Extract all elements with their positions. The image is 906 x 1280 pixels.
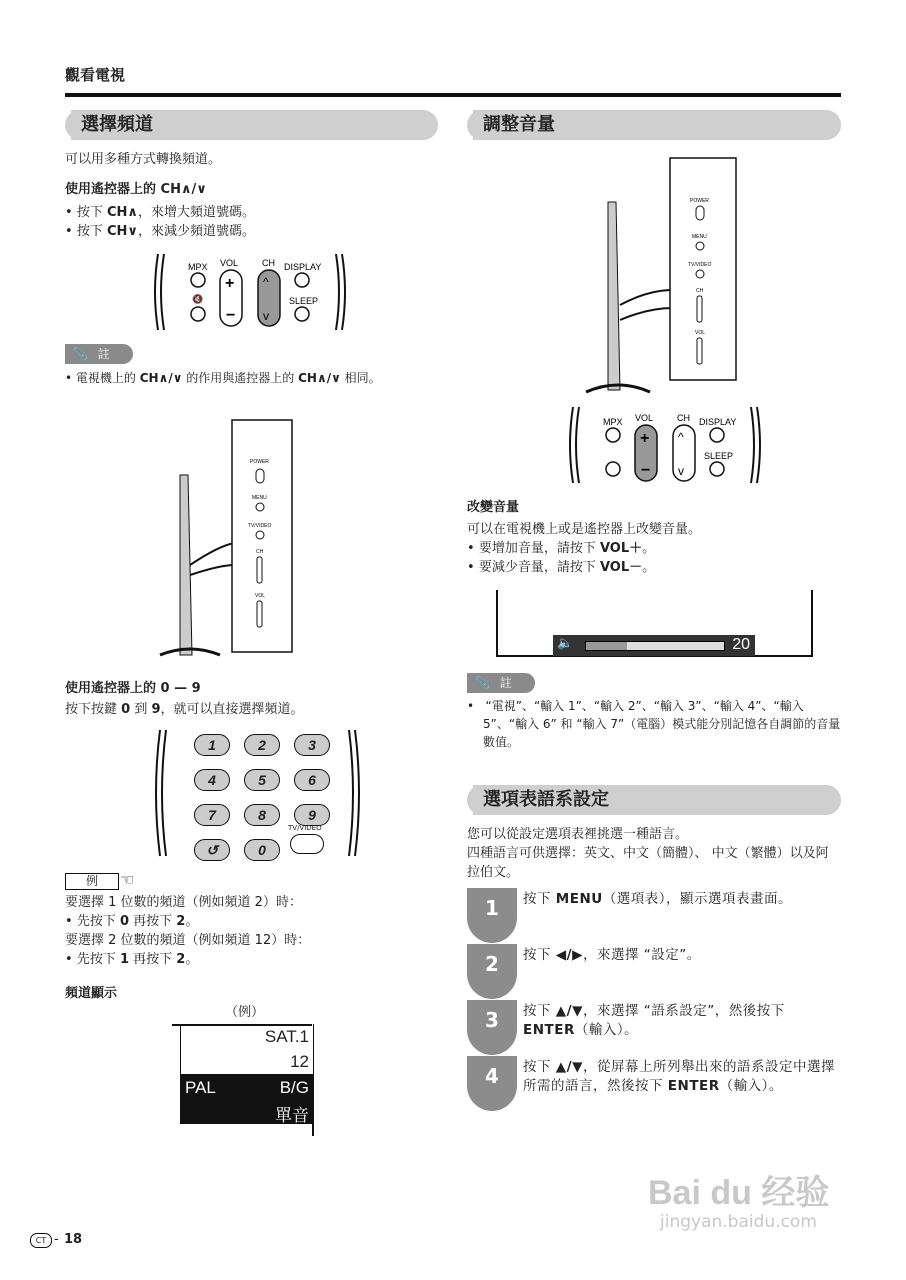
display-audio: 單音 <box>275 1106 309 1125</box>
ch-bullet: • 按下 CH∧，來增大頻道號碼。 <box>65 205 255 220</box>
language-badge: CT <box>30 1233 52 1248</box>
svg-text:VOL: VOL <box>635 413 654 423</box>
remote-vol-illustration <box>565 405 765 485</box>
vol-label: VOL <box>220 258 239 268</box>
keypad-button-9: 9 <box>294 804 330 826</box>
display-example-label: （例） <box>225 1005 265 1020</box>
svg-text:−: − <box>641 462 651 479</box>
volume-bar <box>585 641 725 651</box>
display-channel-number: 12 <box>290 1052 309 1071</box>
paperclip-icon: 📎 <box>73 347 88 361</box>
keypad-button-8: 8 <box>244 804 280 826</box>
example-bullet: • 先按下 0 再按下 2。 <box>65 914 199 929</box>
remote-ch-illustration <box>150 252 350 332</box>
svg-text:+: + <box>225 275 235 292</box>
ch-label: CH <box>262 258 275 268</box>
svg-text:CH: CH <box>256 549 264 555</box>
display-button <box>295 273 309 287</box>
svg-text:CH: CH <box>677 413 690 423</box>
baidu-watermark: Bai du 经验 <box>648 1174 830 1212</box>
step-text-4: 按下 ▲/▼，從屏幕上所列舉出來的語系設定中選擇所需的語言，然後按下 ENTER（輸入）。 <box>523 1059 835 1094</box>
svg-text:TV/VIDEO: TV/VIDEO <box>688 262 712 268</box>
ch-rocker <box>258 270 280 326</box>
keypad-button-0: 0 <box>244 839 280 861</box>
ch-bullet: • 按下 CH∨，來減少頻道號碼。 <box>65 224 255 239</box>
svg-text:+: + <box>640 430 650 447</box>
tv-side-illustration <box>150 415 300 660</box>
vol-subtitle: 改變音量 <box>467 500 520 515</box>
example-line: 要選擇 1 位數的頻道（例如頻道 2）時： <box>65 895 302 910</box>
channel-intro: 可以用多種方式轉換頻道。 <box>65 152 222 167</box>
page-number: 18 <box>64 1232 83 1247</box>
step-text-1: 按下 MENU（選項表），顯示選項表畫面。 <box>523 891 792 907</box>
pointing-hand-icon: ☜ <box>120 870 135 889</box>
svg-text:SLEEP: SLEEP <box>704 451 734 461</box>
volume-bar-fill <box>586 642 627 650</box>
svg-text:MPX: MPX <box>603 417 623 427</box>
svg-text:VOL: VOL <box>255 593 266 599</box>
step-badge-2: 2 <box>467 944 517 999</box>
step-badge-4: 4 <box>467 1056 517 1111</box>
step-badge-1: 1 <box>467 888 517 943</box>
keypad-button-flashback: ↺ <box>194 839 230 861</box>
svg-text:v: v <box>263 309 269 323</box>
keypad-button-7: 7 <box>194 804 230 826</box>
display-subtitle: 頻道顯示 <box>65 986 118 1001</box>
svg-text:^: ^ <box>263 275 269 289</box>
section-title-language: 選項表語系設定 <box>473 785 841 815</box>
note-text-volume: • “電視”、“輸入 1”、“輸入 2”、“輸入 3”、“輸入 4”、“輸入 5”、“輸入 6” 和 “輸入 7”（電腦）模式能分別記憶各自調節的音量數值。 <box>467 699 841 749</box>
svg-text:TV/VIDEO: TV/VIDEO <box>248 523 272 529</box>
keypad-button-1: 1 <box>194 734 230 756</box>
channel-display <box>180 1024 314 1124</box>
keypad-button-4: 4 <box>194 769 230 791</box>
svg-text:DISPLAY: DISPLAY <box>699 417 737 427</box>
tvvideo-button <box>290 834 324 854</box>
volume-osd <box>553 635 755 656</box>
lang-intro <box>467 825 841 882</box>
svg-text:CH: CH <box>696 288 704 294</box>
example-line: 要選擇 2 位數的頻道（例如頻道 12）時： <box>65 933 311 948</box>
svg-text:POWER: POWER <box>690 198 709 204</box>
svg-text:MENU: MENU <box>692 234 707 240</box>
num-subtitle: 使用遙控器上的 0 — 9 <box>65 681 201 696</box>
vol-bullet: • 要減少音量，請按下 VOL－。 <box>467 560 656 575</box>
display-sound-system: B/G <box>279 1078 309 1097</box>
example-lines <box>65 893 310 969</box>
ch-subtitle: 使用遙控器上的 CH∧/∨ <box>65 182 207 197</box>
svg-text:VOL: VOL <box>695 330 706 336</box>
step-text-3: 按下 ▲/▼，來選擇 “語系設定”，然後按下 ENTER（輸入）。 <box>523 1003 785 1038</box>
page-header: 觀看電視 <box>65 66 126 84</box>
svg-text:^: ^ <box>678 430 684 444</box>
sleep-label: SLEEP <box>289 296 319 306</box>
num-text: 按下按鍵 0 到 9，就可以直接選擇頻道。 <box>65 702 304 717</box>
svg-text:🔇: 🔇 <box>192 294 204 304</box>
svg-text:MENU: MENU <box>252 495 267 501</box>
display-tail <box>312 1124 314 1136</box>
svg-text:v: v <box>678 464 684 478</box>
svg-text:POWER: POWER <box>250 459 269 465</box>
svg-text:−: − <box>226 307 236 324</box>
manual-page: 觀看電視 選擇頻道 可以用多種方式轉換頻道。 使用遙控器上的 CH∧/∨ • 按下 CH∧，來增大頻道號碼。 • 按下 CH∨，來減少頻道號碼。 MPX VOL CH DISPLAY SLEEP 🔇 + − ^ v 📎 註 • 電視機上的 CH∧/∨ 的作用與遙控器上的 CH∧/∨ 相同。 POWER MENU TV/VIDEO CH VOL 使用遙控器上的 0 — 9 按下按鍵 0 到 9，就可以直接選擇頻道。 1 2 3 4 5 6 7 8 9 ↺ 0 TV/VIDEO 例 ☜ 要選擇 1 位數的頻道（例如頻道 2）時： • 先按下 0 再按下 2。 要選擇 2 位數的頻道（例如頻道 12）時： • 先按下 1 再按下 2。 頻道顯示 （例） SAT.1 12 PAL B/G 單音 調整音量 POWER MENU TV/VIDEO CH VOL MPX VOL CH DISPLAY SLEEP + − ^ v 改變音量 可以在電視機上或是遙控器上改變音量。 • 要增加音量，請按下 VOL＋。 • 要減少音量，請按下 VOL－。 🔈 20 📎 註 • “電視”、“輸入 1”、“輸入 2”、“輸入 3”、“輸入 4”、“輸入 5”、“輸入 6” 和 “輸入 7”（電腦）模式能分別記憶各自調節的音量數值。 選項表語系設定 您可以從設定選項表裡挑選一種語言。 四種語言可供選擇：英文、中文（簡體）、 中文（繁體）以及阿拉伯文。 1 按下 MENU（選項表），顯示選項表畫面。 2 按下 ◀/▶，來選擇 “設定”。 3 按下 ▲/▼，來選擇 “語系設定”，然後按下 ENTER（輸入）。 4 按下 ▲/▼，從屏幕上所列舉出來的語系設定中選擇所需的語言，然後按下 ENTER（輸入）。 Bai du 经验 jingyan.baidu.com CT - 18 <box>0 0 906 1280</box>
note-tag-volume: 📎 註 <box>467 673 535 693</box>
header-rule <box>65 93 841 97</box>
example-tag: 例 <box>65 873 119 890</box>
lang-intro-line: 四種語言可供選擇：英文、中文（簡體）、 中文（繁體）以及阿拉伯文。 <box>467 846 829 880</box>
keypad-button-5: 5 <box>244 769 280 791</box>
step-badge-3: 3 <box>467 1000 517 1055</box>
vol-bullet: • 要增加音量，請按下 VOL＋。 <box>467 541 656 556</box>
watermark-url: jingyan.baidu.com <box>660 1212 817 1232</box>
section-title-volume: 調整音量 <box>473 110 841 140</box>
tv-side-illustration-volume <box>578 150 758 400</box>
display-label: DISPLAY <box>284 262 322 272</box>
section-title-channel: 選擇頻道 <box>71 110 438 140</box>
note-tag: 📎 註 <box>65 344 133 364</box>
mute-button <box>191 307 205 321</box>
keypad-illustration <box>150 728 365 858</box>
display-channel-name: SAT.1 <box>264 1027 309 1046</box>
keypad-button-2: 2 <box>244 734 280 756</box>
vol-intro: 可以在電視機上或是遙控器上改變音量。 <box>467 522 702 537</box>
mpx-button <box>191 273 205 287</box>
mpx-label: MPX <box>188 262 208 272</box>
keypad-button-6: 6 <box>294 769 330 791</box>
ch-bullets <box>65 203 255 241</box>
tvvideo-label: TV/VIDEO <box>288 824 322 832</box>
sleep-button <box>295 307 309 321</box>
example-bullet: • 先按下 1 再按下 2。 <box>65 952 199 967</box>
speaker-icon: 🔈 <box>557 636 574 651</box>
paperclip-icon: 📎 <box>475 676 490 690</box>
keypad-button-3: 3 <box>294 734 330 756</box>
volume-value: 20 <box>732 636 750 653</box>
lang-intro-line: 您可以從設定選項表裡挑選一種語言。 <box>467 827 689 842</box>
vol-text <box>467 520 701 577</box>
display-system: PAL <box>185 1078 216 1097</box>
note-text: • 電視機上的 CH∧/∨ 的作用與遙控器上的 CH∧/∨ 相同。 <box>65 371 381 385</box>
step-text-2: 按下 ◀/▶，來選擇 “設定”。 <box>523 947 701 963</box>
